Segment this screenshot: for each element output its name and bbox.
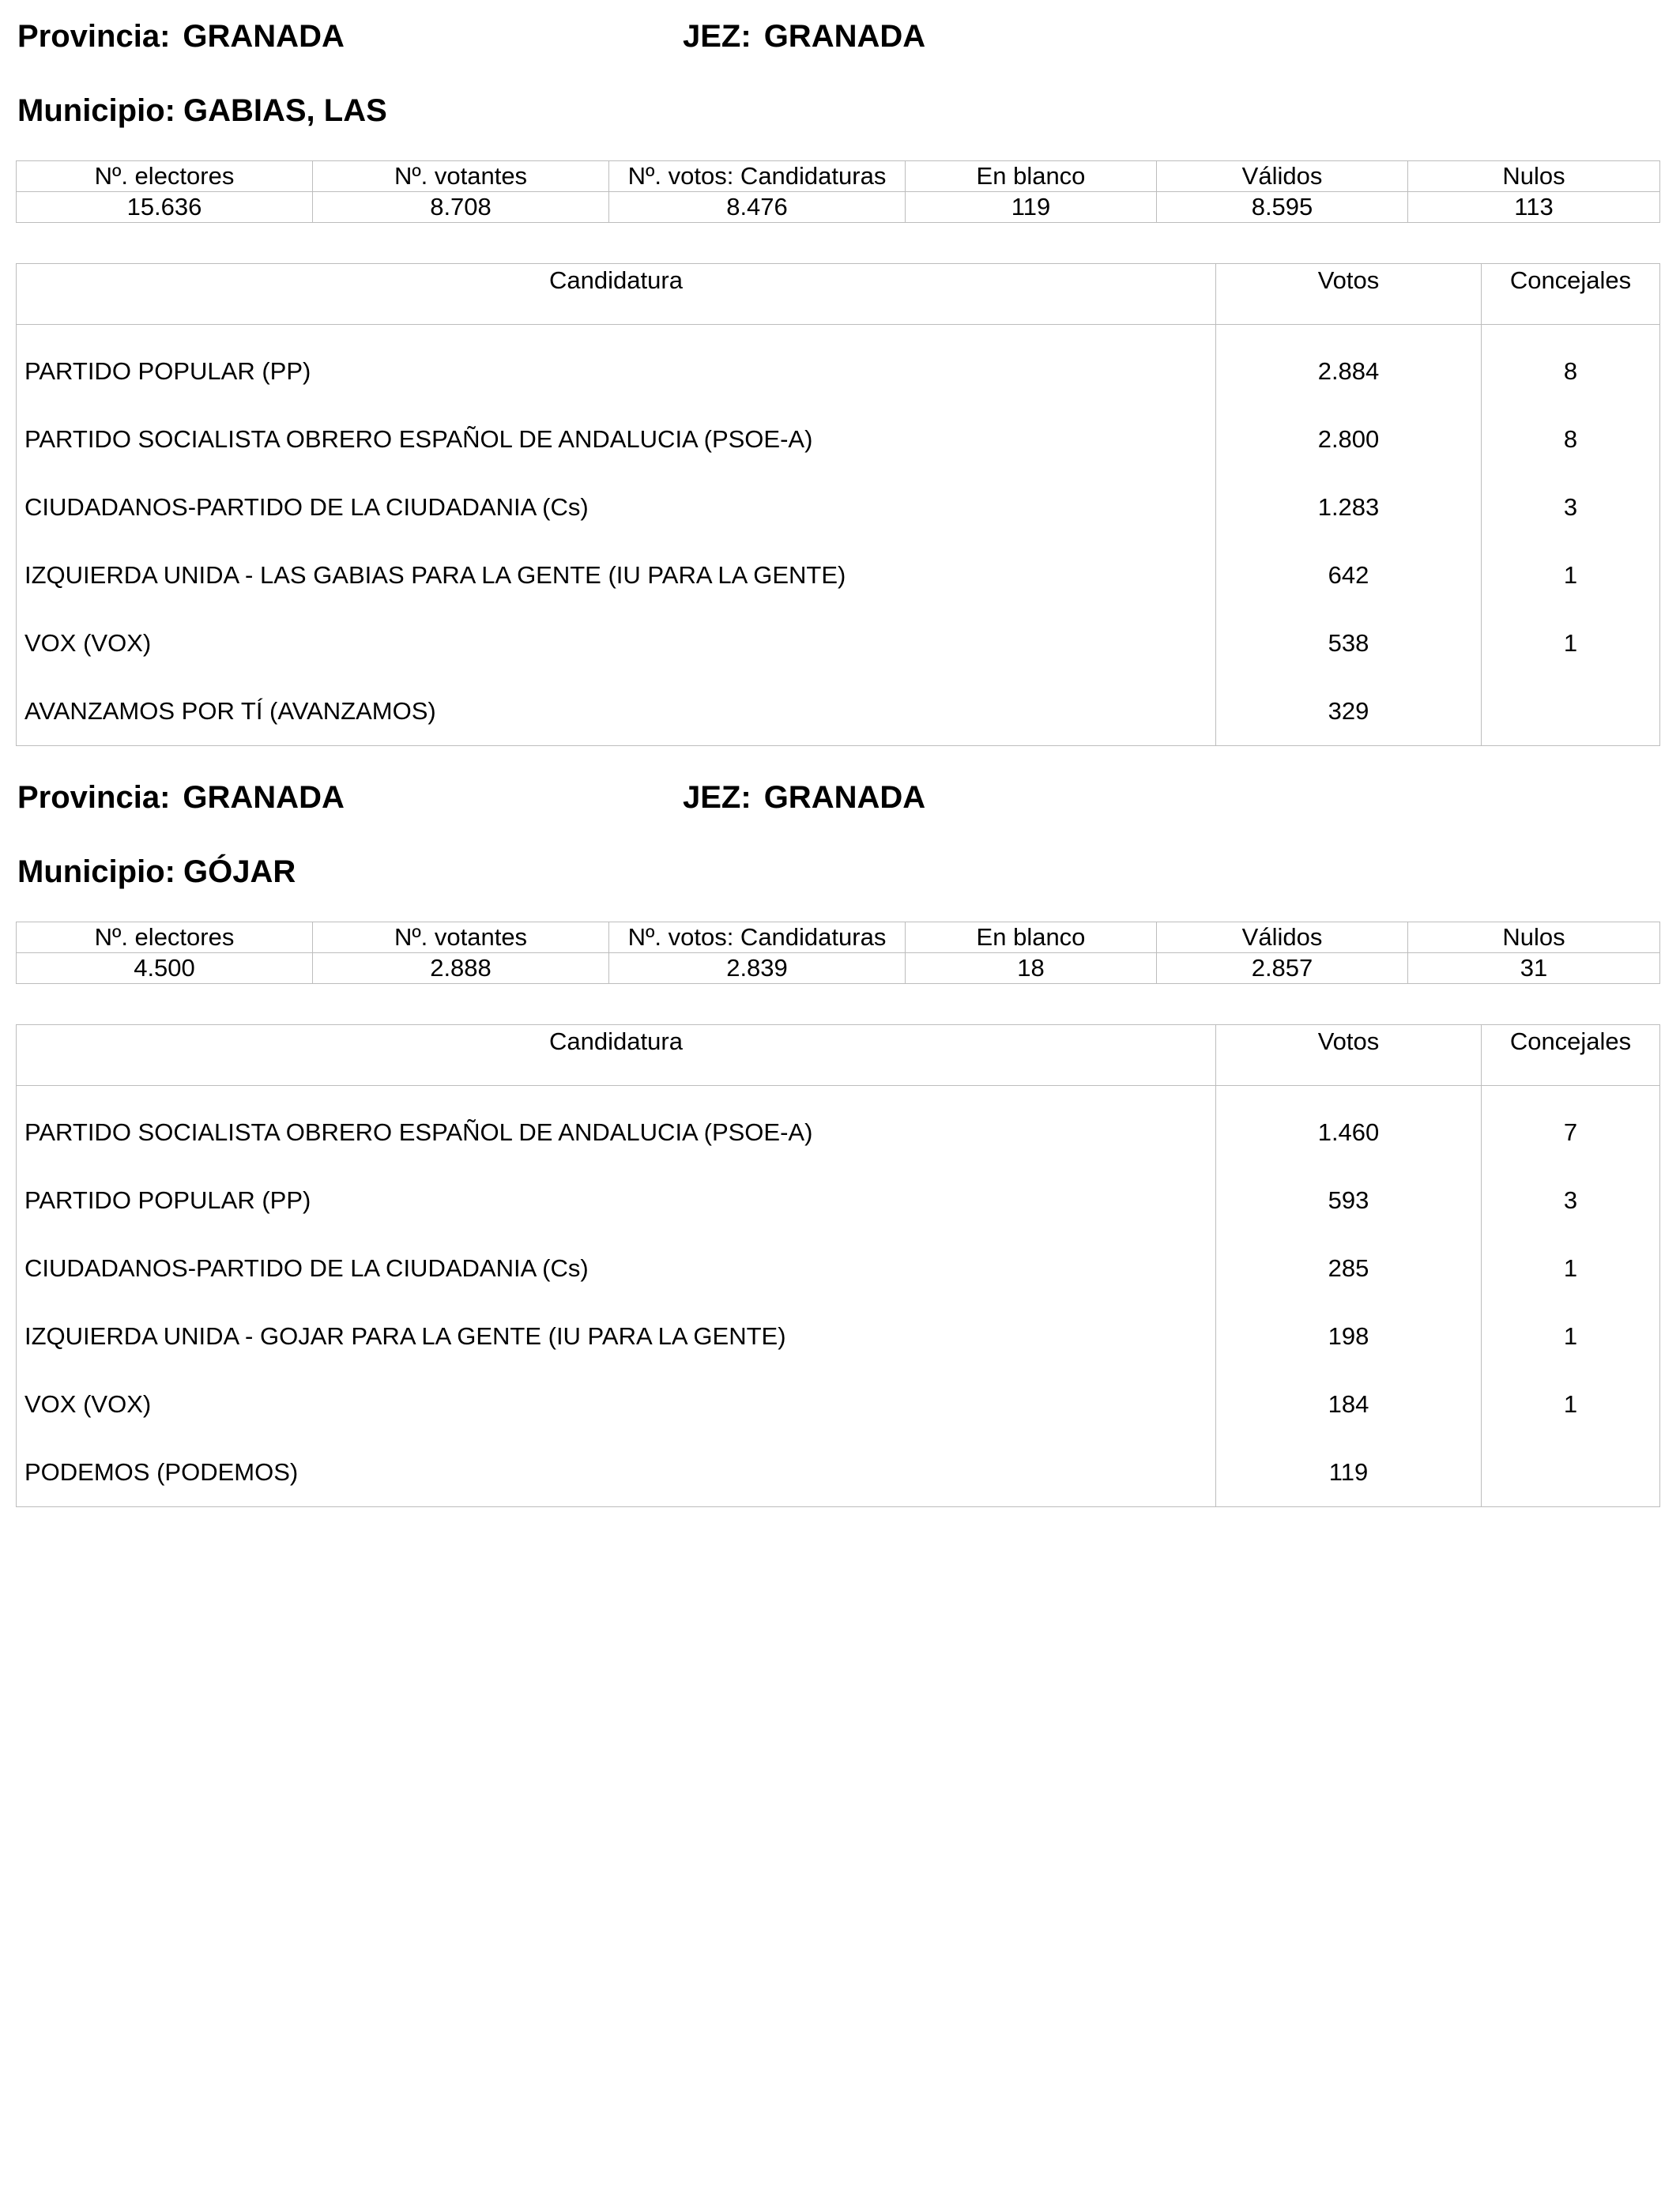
results-table xyxy=(16,263,1660,746)
table-row xyxy=(17,1370,1660,1438)
summary-header-validos: Válidos xyxy=(1157,161,1408,192)
table-row xyxy=(17,541,1660,609)
summary-header-validos: Válidos xyxy=(1157,922,1408,953)
candidatura-name: CIUDADANOS-PARTIDO DE LA CIUDADANIA (Cs) xyxy=(24,493,589,521)
votos-value: 184 xyxy=(1216,1370,1482,1438)
summary-value-nulos: 113 xyxy=(1408,192,1660,223)
summary-header-votantes: Nº. votantes xyxy=(313,922,609,953)
results-header-candidatura: Candidatura xyxy=(17,1025,1216,1086)
results-header-row xyxy=(17,1025,1660,1086)
summary-table xyxy=(16,922,1660,984)
summary-value-en-blanco: 18 xyxy=(906,953,1157,984)
summary-value-nulos: 31 xyxy=(1408,953,1660,984)
summary-header-electores: Nº. electores xyxy=(17,922,313,953)
summary-header-en-blanco: En blanco xyxy=(906,922,1157,953)
municipio-label: Municipio: xyxy=(17,854,175,889)
results-header-candidatura: Candidatura xyxy=(17,264,1216,325)
summary-value-votantes: 8.708 xyxy=(313,192,609,223)
summary-value-votos-candidaturas: 8.476 xyxy=(609,192,906,223)
candidatura-name: PODEMOS (PODEMOS) xyxy=(24,1458,299,1486)
table-row xyxy=(17,1438,1660,1507)
table-row xyxy=(17,1086,1660,1167)
summary-header-votos-candidaturas: Nº. votos: Candidaturas xyxy=(609,161,906,192)
jez-header xyxy=(683,778,925,816)
summary-header-nulos: Nulos xyxy=(1408,922,1660,953)
concejales-value: 8 xyxy=(1482,405,1660,473)
candidatura-name: PARTIDO SOCIALISTA OBRERO ESPAÑOL DE ANDALUCIA (PSOE-A) xyxy=(24,425,813,453)
jez-value: GRANADA xyxy=(763,19,926,54)
concejales-value: 1 xyxy=(1482,609,1660,677)
concejales-value: 1 xyxy=(1482,1370,1660,1438)
summary-value-en-blanco: 119 xyxy=(906,192,1157,223)
table-row xyxy=(17,405,1660,473)
votos-value: 1.283 xyxy=(1216,473,1482,541)
votos-value: 329 xyxy=(1216,677,1482,746)
municipio-label: Municipio: xyxy=(17,93,175,128)
jez-label: JEZ: xyxy=(683,19,751,54)
votos-value: 538 xyxy=(1216,609,1482,677)
results-header-concejales: Concejales xyxy=(1482,1025,1660,1086)
summary-header-votantes: Nº. votantes xyxy=(313,161,609,192)
table-row xyxy=(17,677,1660,746)
votos-value: 119 xyxy=(1216,1438,1482,1507)
concejales-value: 3 xyxy=(1482,473,1660,541)
provincia-label: Provincia: xyxy=(17,780,171,815)
summary-value-votos-candidaturas: 2.839 xyxy=(609,953,906,984)
summary-value-row xyxy=(17,953,1660,984)
candidatura-name: IZQUIERDA UNIDA - LAS GABIAS PARA LA GENTE (IU PARA LA GENTE) xyxy=(24,561,846,589)
results-header-votos: Votos xyxy=(1216,1025,1482,1086)
votos-value: 593 xyxy=(1216,1167,1482,1235)
concejales-value: 1 xyxy=(1482,541,1660,609)
table-row xyxy=(17,473,1660,541)
jez-header xyxy=(683,17,925,55)
summary-header-nulos: Nulos xyxy=(1408,161,1660,192)
table-row xyxy=(17,1235,1660,1302)
concejales-value: 1 xyxy=(1482,1302,1660,1370)
provincia-value: GRANADA xyxy=(183,19,345,54)
municipio-value: GABIAS, LAS xyxy=(183,93,387,128)
table-row xyxy=(17,1302,1660,1370)
summary-header-row xyxy=(17,922,1660,953)
summary-header-en-blanco: En blanco xyxy=(906,161,1157,192)
candidatura-name: IZQUIERDA UNIDA - GOJAR PARA LA GENTE (IU PARA LA GENTE) xyxy=(24,1322,786,1350)
summary-header-row xyxy=(17,161,1660,192)
candidatura-name: VOX (VOX) xyxy=(24,1390,152,1418)
votos-value: 2.800 xyxy=(1216,405,1482,473)
provincia-header xyxy=(17,17,345,55)
concejales-value: 1 xyxy=(1482,1235,1660,1302)
municipio-header xyxy=(17,92,387,130)
votos-value: 198 xyxy=(1216,1302,1482,1370)
table-row xyxy=(17,325,1660,406)
provincia-value: GRANADA xyxy=(183,780,345,815)
summary-value-votantes: 2.888 xyxy=(313,953,609,984)
provincia-header xyxy=(17,778,345,816)
municipio-header xyxy=(17,853,296,891)
candidatura-name: VOX (VOX) xyxy=(24,629,152,657)
concejales-value: 7 xyxy=(1482,1086,1660,1167)
summary-value-electores: 4.500 xyxy=(17,953,313,984)
results-header-votos: Votos xyxy=(1216,264,1482,325)
table-row xyxy=(17,609,1660,677)
summary-value-row xyxy=(17,192,1660,223)
results-header-row xyxy=(17,264,1660,325)
candidatura-name: PARTIDO SOCIALISTA OBRERO ESPAÑOL DE ANDALUCIA (PSOE-A) xyxy=(24,1118,813,1146)
votos-value: 2.884 xyxy=(1216,325,1482,406)
summary-value-validos: 2.857 xyxy=(1157,953,1408,984)
summary-header-electores: Nº. electores xyxy=(17,161,313,192)
votos-value: 642 xyxy=(1216,541,1482,609)
jez-value: GRANADA xyxy=(763,780,926,815)
votos-value: 285 xyxy=(1216,1235,1482,1302)
table-row xyxy=(17,1167,1660,1235)
candidatura-name: CIUDADANOS-PARTIDO DE LA CIUDADANIA (Cs) xyxy=(24,1254,589,1282)
candidatura-name: PARTIDO POPULAR (PP) xyxy=(24,1186,311,1214)
concejales-value: 8 xyxy=(1482,325,1660,406)
summary-value-validos: 8.595 xyxy=(1157,192,1408,223)
summary-header-votos-candidaturas: Nº. votos: Candidaturas xyxy=(609,922,906,953)
summary-value-electores: 15.636 xyxy=(17,192,313,223)
candidatura-name: AVANZAMOS POR TÍ (AVANZAMOS) xyxy=(24,697,436,725)
concejales-value xyxy=(1482,677,1660,746)
jez-label: JEZ: xyxy=(683,780,751,815)
concejales-value: 3 xyxy=(1482,1167,1660,1235)
results-table xyxy=(16,1024,1660,1507)
provincia-label: Provincia: xyxy=(17,19,171,54)
summary-table xyxy=(16,160,1660,223)
concejales-value xyxy=(1482,1438,1660,1507)
results-header-concejales: Concejales xyxy=(1482,264,1660,325)
candidatura-name: PARTIDO POPULAR (PP) xyxy=(24,357,311,385)
municipio-value: GÓJAR xyxy=(183,854,296,889)
votos-value: 1.460 xyxy=(1216,1086,1482,1167)
